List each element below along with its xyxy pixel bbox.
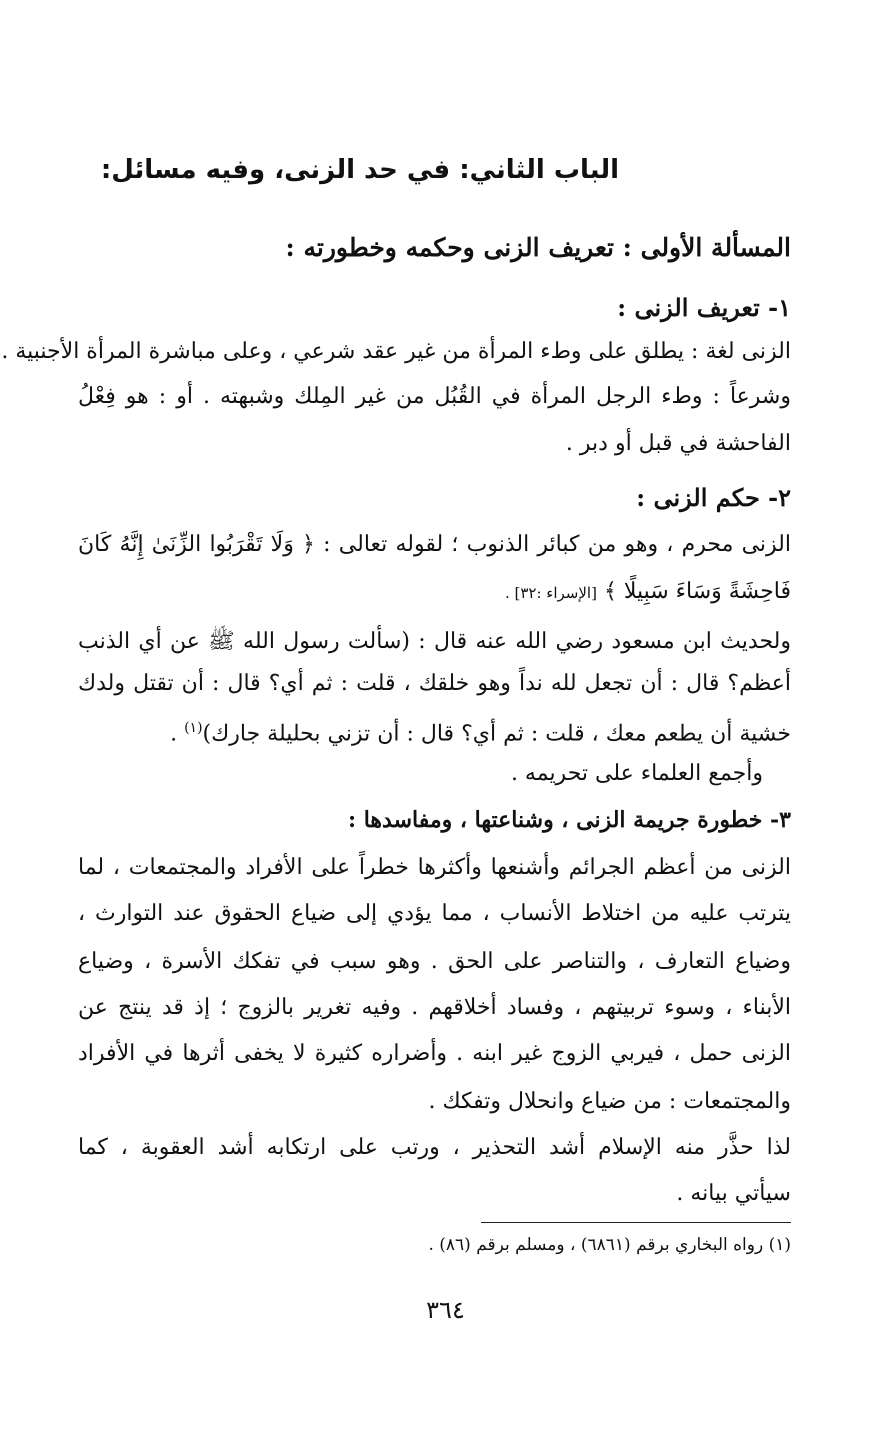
definition-line-3: الفاحشة في قبل أو دبر . [565, 431, 791, 456]
danger-line-1: الزنى من أعظم الجرائم وأشنعها وأكثرها خطراً على الأفراد والمجتمعات ، لما [78, 855, 791, 880]
ruling-line-1: الزنى محرم ، وهو من كبائر الذنوب ؛ لقوله تعالى : ﴿ وَلَا تَقْرَبُوا الزِّنَىٰ إِنَّهُ كَانَ [78, 532, 791, 557]
quran-verse: فَاحِشَةً وَسَاءَ سَبِيلًا ﴾ [603, 579, 791, 604]
danger-line-3: وضياع التعارف ، والتناصر على الحق . وهو سبب في تفكك الأسرة ، وضياع [78, 949, 791, 974]
section-title: المسألة الأولى : تعريف الزنى وحكمه وخطورته : [285, 233, 791, 262]
page-number: ٣٦٤ [426, 1296, 465, 1324]
definition-line-2: وشرعاً : وطء الرجل المرأة في القُبُل من غير المِلك وشبهته . أو : هو فِعْلُ [78, 384, 791, 409]
footnote-marker: (١) [184, 720, 203, 736]
consensus-line: وأجمع العلماء على تحريمه . [510, 761, 763, 786]
warning-line-1: لذا حذَّر منه الإسلام أشد التحذير ، ورتب على ارتكابه أشد العقوبة ، كما [78, 1135, 791, 1160]
ruling-line-2 [78, 572, 791, 613]
footnote: (١) رواه البخاري برقم (٦٨٦١) ، ومسلم برقم (٨٦) . [428, 1235, 791, 1255]
footnote-divider [481, 1222, 791, 1223]
danger-line-6: والمجتمعات : من ضياع وانحلال وتفكك . [428, 1089, 791, 1114]
ruling-heading: ٢- حكم الزنى : [636, 483, 791, 512]
verse-reference: [الإسراء :٣٢] . [504, 584, 597, 602]
danger-heading: ٣- خطورة جريمة الزنى ، وشناعتها ، ومفاسدها : [347, 807, 791, 833]
hadith-text: خشية أن يطعم معك ، قلت : ثم أي؟ قال : أن تزني بحليلة جارك) [202, 721, 791, 747]
danger-line-5: الزنى حمل ، فيربي الزوج غير ابنه . وأضراره كثيرة لا يخفى أثرها في الأفراد [78, 1041, 792, 1066]
hadith-line-1: ولحديث ابن مسعود رضي الله عنه قال : (سألت رسول الله ﷺ عن أي الذنب [78, 629, 791, 654]
warning-line-2: سيأتي بيانه . [676, 1181, 791, 1206]
definition-heading: ١- تعريف الزنى : [617, 293, 791, 322]
definition-line-1: الزنى لغة : يطلق على وطء المرأة من غير عقد شرعي ، وعلى مباشرة المرأة الأجنبية . [1, 339, 791, 364]
hadith-line-3 [78, 708, 791, 754]
chapter-title: الباب الثاني: في حد الزنى، وفيه مسائل: [100, 155, 619, 185]
hadith-line-2: أعظم؟ قال : أن تجعل لله نداً وهو خلقك ، قلت : ثم أي؟ قال : أن تقتل ولدك [78, 671, 791, 696]
hadith-end: . [170, 721, 185, 747]
danger-line-2: يترتب عليه من اختلاط الأنساب ، مما يؤدي إلى ضياع الحقوق عند التوارث ، [78, 901, 791, 926]
danger-line-4: الأبناء ، وسوء تربيتهم ، وفساد أخلاقهم . وفيه تغرير بالزوج ؛ إذ قد ينتج عن [78, 995, 791, 1020]
